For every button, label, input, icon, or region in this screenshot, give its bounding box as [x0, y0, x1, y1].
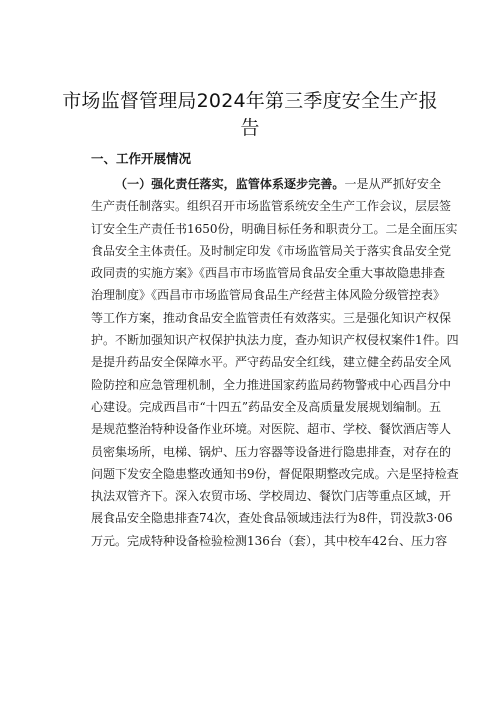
paragraph-line: 问题下发安全隐患整改通知书9份，督促限期整改完成。六是坚持检查	[91, 466, 459, 481]
paragraph-line: 万元。完成特种设备检验检测136台（套），其中校车42台、压力容	[91, 533, 448, 548]
paragraph-line: 展食品安全隐患排查74次，查处食品领域违法行为8件，罚没款3·06	[91, 511, 453, 526]
paragraph-line: 是规范整治特种设备作业环境。对医院、超市、学校、餐饮酒店等人	[91, 422, 452, 437]
paragraph-line: 员密集场所，电梯、锅炉、压力容器等设备进行隐患排查，对存在的	[91, 444, 452, 459]
paragraph-line: 心建设。完成西昌市“十四五”药品安全及高质量发展规划编制。五	[91, 399, 441, 414]
paragraph-line: 是提升药品安全保障水平。严守药品安全红线，建立健全药品安全风	[91, 355, 452, 370]
paragraph-line: 等工作方案，推动食品安全监管责任有效落实。三是强化知识产权保	[91, 310, 452, 325]
paragraph-line: 政同责的实施方案》《西昌市市场监管局食品安全重大事故隐患排查	[91, 266, 446, 281]
paragraph-line: 执法双管齐下。深入农贸市场、学校周边、餐饮门店等重点区域，开	[91, 489, 452, 504]
paragraph-line: 险防控和应急管理机制，全力推进国家药监局药物警戒中心西昌分中	[91, 377, 452, 392]
paragraph-lead-bold: （一）强化责任落实，监管体系逐步完善。	[115, 177, 345, 191]
paragraph-line: 订安全生产责任书1650份，明确目标任务和职责分工。二是全面压实	[91, 221, 458, 236]
paragraph-line	[91, 173, 441, 195]
paragraph-line: 生产责任制落实。组织召开市场监管系统安全生产工作会议，层层签	[91, 199, 452, 214]
document-title: 市场监督管理局2024年第三季度安全生产报告	[62, 90, 438, 139]
paragraph-line-text: 一是从严抓好安全	[344, 177, 441, 191]
body-paragraph	[91, 173, 459, 552]
paragraph-line: 护。不断加强知识产权保护执法力度，查办知识产权侵权案件1件。四	[91, 333, 459, 348]
section-heading: 一、工作开展情况	[91, 151, 192, 166]
paragraph-line: 治理制度》《西昌市市场监管局食品生产经营主体风险分级管控表》	[91, 288, 446, 303]
paragraph-line: 食品安全主体责任。及时制定印发《市场监管局关于落实食品安全党	[91, 243, 452, 258]
